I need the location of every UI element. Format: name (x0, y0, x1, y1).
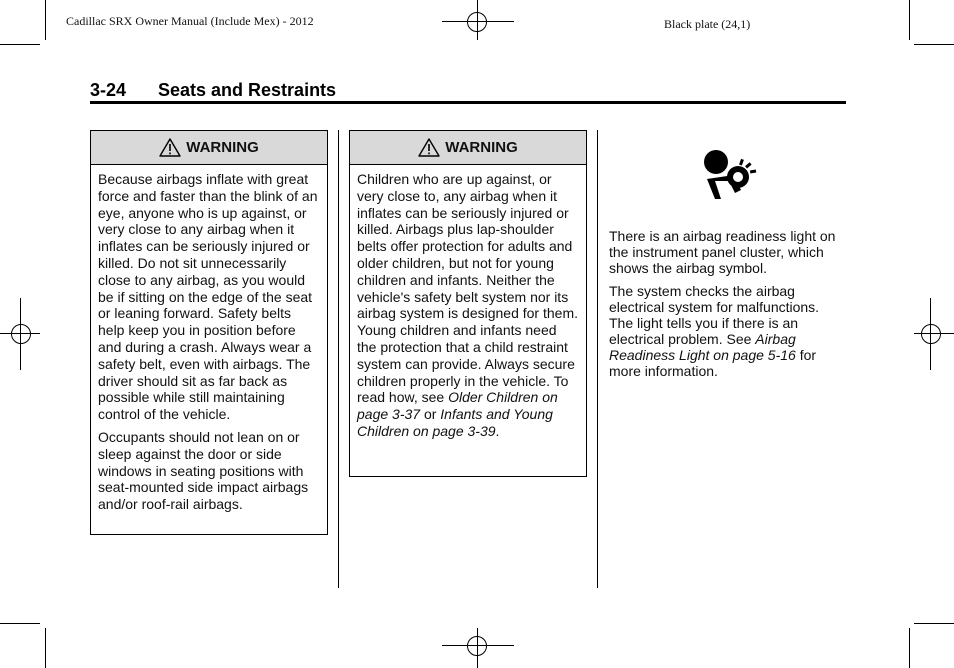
airbag-readiness-icon (701, 147, 757, 203)
warning-paragraph: Because airbags inflate with great force and faster than the blink of an eye, anyone who is up against, or very close to any airbag when it inflates can be seriously injured or killed. Do not sit unnecessarily close to any airbag, as you would be if sitting on the edge of the seat or leaning forward. Safety belts help keep you in position before and during a crash. Always wear a safety belt, even with airbags. The driver should sit as far back as possible while still maintaining control of the vehicle. (98, 171, 318, 423)
crop-mark (909, 0, 910, 40)
column-divider (597, 130, 598, 588)
registration-line (20, 298, 21, 370)
crop-mark (914, 623, 954, 624)
registration-line (477, 0, 478, 40)
warning-paragraph: Occupants should not lean on or sleep against the door or side windows in seating positions with seat-mounted side impact airbags and/or roof-rail airbags. (98, 428, 309, 513)
warning-box-children (349, 130, 587, 477)
section-title: Seats and Restraints (158, 80, 337, 100)
warning-body (350, 165, 586, 446)
crop-mark (0, 623, 40, 624)
warning-paragraph (357, 171, 579, 440)
warning-triangle-icon (159, 138, 181, 157)
crop-mark (0, 44, 40, 45)
warning-heading (350, 131, 586, 165)
page-number: 3-24 (90, 80, 127, 100)
crop-mark (909, 628, 910, 668)
cross-reference-link[interactable]: Infants and Young Children on page 3-39 (357, 406, 553, 439)
body-paragraph: There is an airbag readiness light on the instrument panel cluster, which shows the airbag symbol. (609, 228, 836, 276)
manual-title: Cadillac SRX Owner Manual (Include Mex) - 2012 (66, 14, 314, 28)
plate-label: Black plate (24,1) (664, 17, 751, 31)
conjunction: or (420, 406, 441, 423)
title-rule (90, 101, 846, 104)
warning-body (91, 165, 327, 519)
warning-box-airbag-distance (90, 130, 328, 535)
registration-line (442, 21, 514, 22)
cross-reference-link[interactable]: Older Children on page 3-37 (357, 389, 558, 423)
registration-line (477, 628, 478, 668)
cross-reference-link[interactable]: Airbag Readiness Light on page 5-16 (609, 331, 796, 363)
body-text: The system checks the airbag electrical system for malfunctions. The light tells you if there is an electrical problem. See (609, 283, 820, 347)
body-text: for more information. (609, 347, 817, 379)
registration-line (442, 645, 514, 646)
warning-text: Children who are up against, or very close to, any airbag when it inflates can be seriously injured or killed. Airbags plus lap-shoulder belts offer protection for adults and older children, but not for young children and infants. Neither the vehicle's safety belt system nor its airbag system is designed for them. Young children and infants need the protection that a child restraint system can provide. Always secure children properly in the vehicle. To read how, see (357, 171, 578, 406)
registration-target-right (917, 320, 945, 348)
crop-mark (45, 0, 46, 40)
warning-label: WARNING (445, 139, 518, 156)
registration-line (914, 333, 954, 334)
airbag-readiness-text (609, 228, 837, 386)
column-divider (338, 130, 339, 588)
crop-mark (45, 628, 46, 668)
warning-label: WARNING (186, 139, 259, 156)
body-paragraph (609, 283, 837, 379)
registration-line (930, 298, 931, 370)
sentence-end: . (495, 422, 500, 439)
crop-mark (914, 44, 954, 45)
warning-triangle-icon (418, 138, 440, 157)
registration-target-left (7, 320, 35, 348)
warning-heading (91, 131, 327, 165)
page-title (90, 80, 336, 101)
